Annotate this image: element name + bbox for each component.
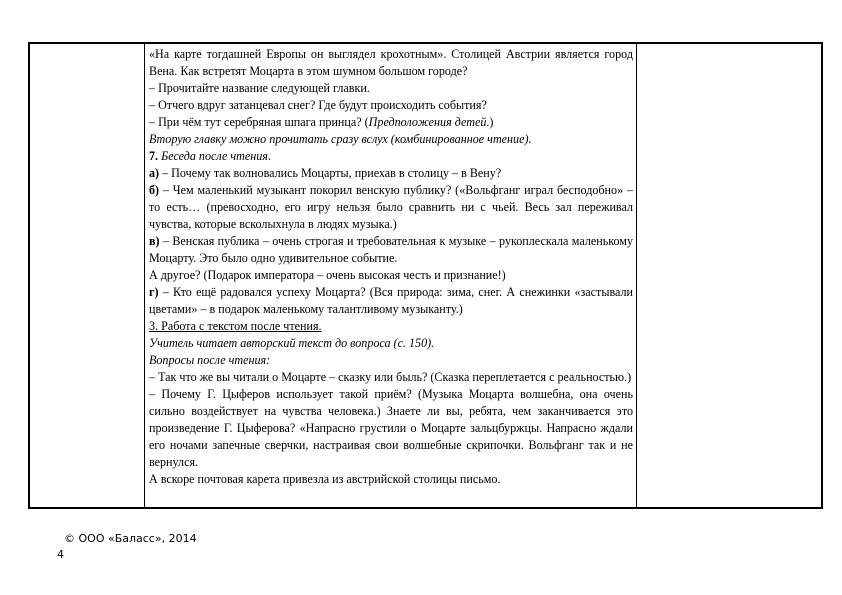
text-run: .) (486, 115, 494, 129)
paragraph-italic: Вопросы после чтения: (149, 353, 271, 367)
text-run: – Чем маленький музыкант покорил венскую публику? («Вольфганг играл бесподобно» – то есть… (превосходно, его игру нельзя было сравнить ни с чьей. Весь зал переживал чувства, которые всколыхнула в людях музыка.) (149, 183, 633, 231)
section-heading-underlined: 3. Работа с текстом после чтения. (149, 319, 322, 333)
text-run: – Кто ещё радовался успеху Моцарта? (Вся природа: зима, снег. А снежинки «застывали цветами» – в подарок маленькому талантливому музыканту.) (149, 285, 633, 316)
paragraph: – Прочитайте название следующей главки. (149, 81, 370, 95)
paragraph: – Отчего вдруг затанцевал снег? Где будут происходить события? (149, 98, 487, 112)
text-run: – При чём тут серебряная шпага принца? ( (149, 115, 369, 129)
item-label: г) (149, 285, 159, 299)
table-column-content (145, 44, 637, 507)
item-label: б) (149, 183, 160, 197)
section-heading (149, 148, 633, 165)
paragraph (149, 114, 633, 131)
paragraph-italic: Вторую главку можно прочитать сразу вслух (комбинированное чтение). (149, 132, 532, 146)
paragraph (149, 182, 633, 233)
paragraph: – Почему Г. Цыферов использует такой приём? (Музыка Моцарта волшебна, она очень сильно воздействует на чувства человека.) Знаете ли вы, ребята, чем заканчивается это произведение Г. Цыферова? «Напрасно грустили о Моцарте зальцбуржцы. Напрасно ждали его ночами запечные сверчки, настраивая свои волшебные скрипочки. Вольфганг так и не вернулся. (149, 387, 633, 469)
copyright-footer: © ООО «Баласс», 2014 (64, 532, 197, 545)
italic-run: Предположения детей (368, 115, 487, 129)
paragraph: А вскоре почтовая карета привезла из австрийской столицы письмо. (149, 472, 501, 486)
section-number: 7. (149, 149, 159, 163)
item-label: в) (149, 234, 160, 248)
section-title: Беседа после чтения (158, 149, 268, 163)
paragraph (149, 233, 633, 267)
page-number: 4 (57, 548, 64, 561)
paragraph-italic: Учитель читает авторский текст до вопроса (с. 150). (149, 336, 435, 350)
text-run: – Почему так волновались Моцарты, приехав в столицу – в Вену? (159, 166, 502, 180)
paragraph: – Так что же вы читали о Моцарте – сказку или быль? (Сказка переплетается с реальностью.) (149, 370, 632, 384)
paragraph: А другое? (Подарок императора – очень высокая честь и признание!) (149, 268, 506, 282)
text-run: – Венская публика – очень строгая и требовательная к музыке – рукоплескала маленькому Моцарту. Это было одно удивительное событие. (149, 234, 633, 265)
lesson-table (28, 42, 823, 509)
paragraph: «На карте тогдашней Европы он выглядел крохотным». Столицей Австрии является город Вена. Как встретят Моцарта в этом шумном большом городе? (149, 47, 633, 78)
paragraph (149, 284, 633, 318)
item-label: а) (149, 166, 160, 180)
table-column-right (637, 44, 821, 507)
table-column-left (30, 44, 145, 507)
paragraph (149, 165, 633, 182)
text-run: . (267, 149, 271, 163)
